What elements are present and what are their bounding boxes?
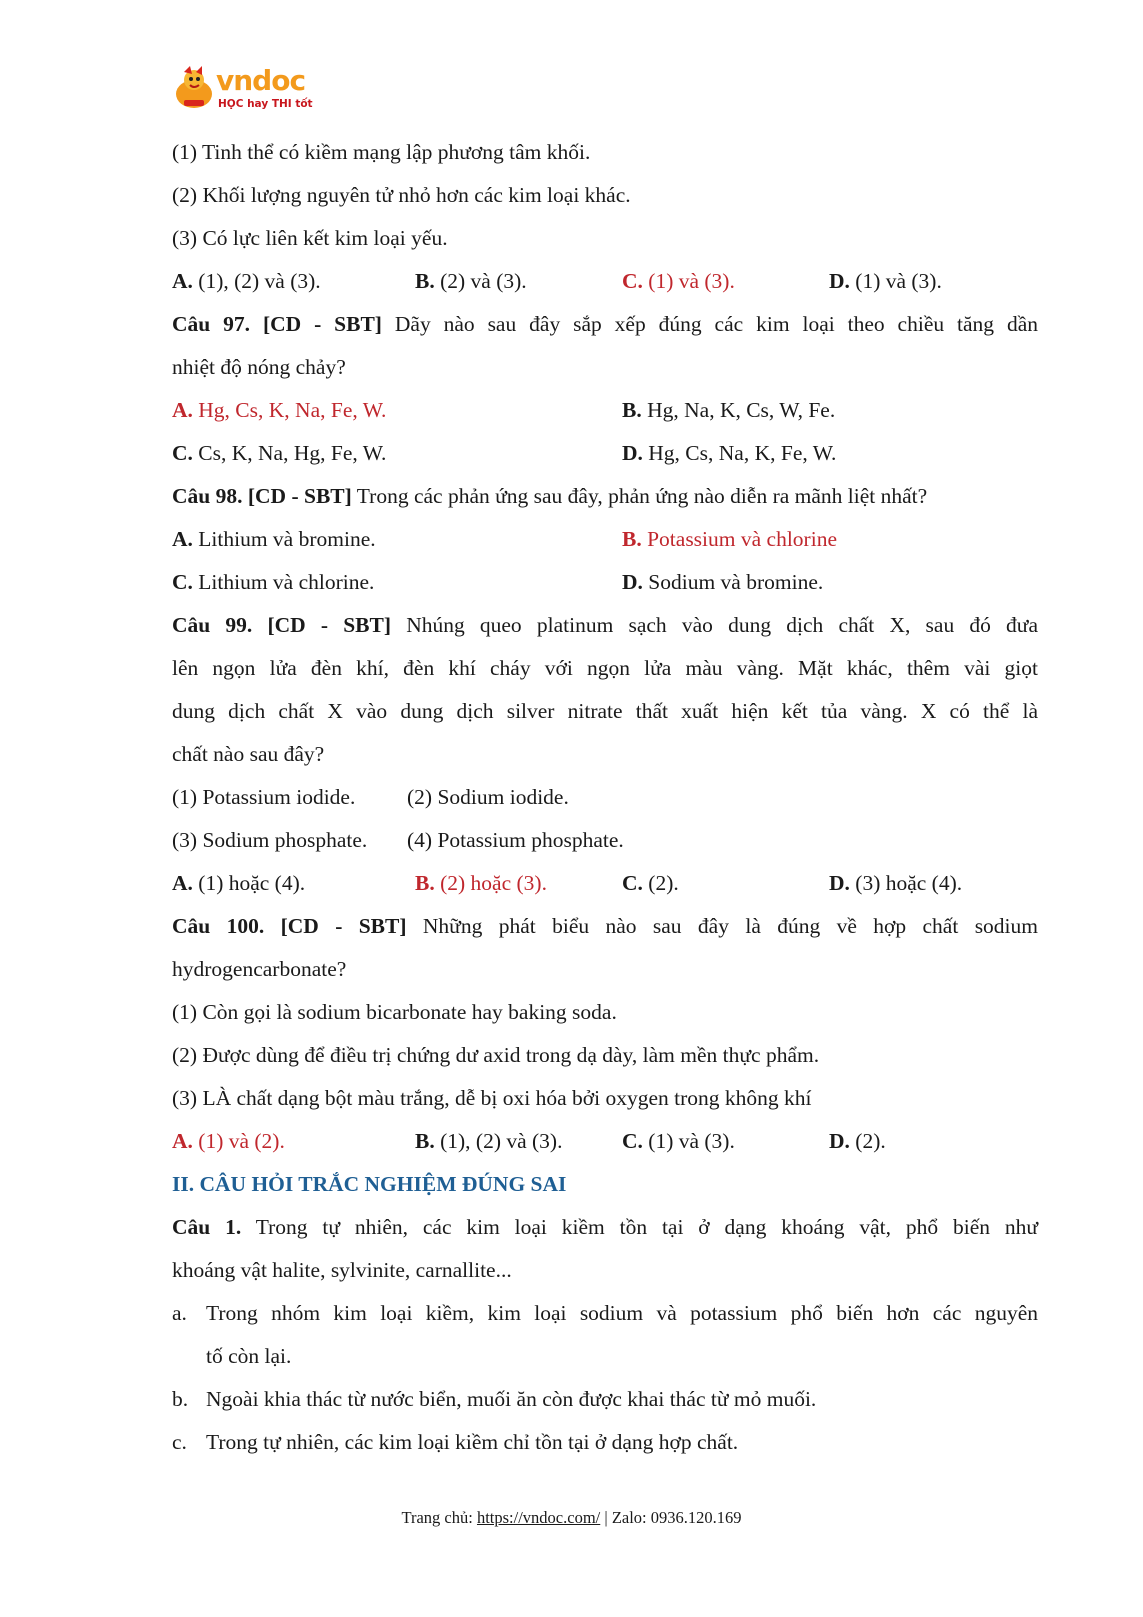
q100-option-d: D. (2). <box>829 1129 886 1153</box>
section-heading: II. CÂU HỎI TRẮC NGHIỆM ĐÚNG SAI <box>172 1172 567 1196</box>
q96-option-b: B. (2) và (3). <box>415 269 527 293</box>
tf-statement-c: c. Trong tự nhiên, các kim loại kiềm chỉ tồn tại ở dạng hợp chất. <box>172 1430 739 1454</box>
q100-item: (3) LÀ chất dạng bột màu trắng, dễ bị oxi hóa bởi oxygen trong không khí <box>172 1086 812 1110</box>
q100-label: Câu 100. [CD - SBT] <box>172 914 407 938</box>
q97-option-a-correct: A. Hg, Cs, K, Na, Fe, W. <box>172 398 387 422</box>
q98-option-c: C. Lithium và chlorine. <box>172 570 375 594</box>
q97-stem: Câu 97. [CD - SBT] Dãy nào sau đây sắp xếp đúng các kim loại theo chiều tăng dần <box>172 312 1039 336</box>
q99-option-c: C. (2). <box>622 871 679 895</box>
q99-items-row <box>172 819 1038 862</box>
q98-options-row <box>172 518 1038 561</box>
q100-options-row <box>172 1120 1038 1163</box>
logo-tagline: HỌC hay THI tốt <box>218 98 313 110</box>
q99-stem-cont: lên ngọn lửa đèn khí, đèn khí cháy với ngọn lửa màu vàng. Mặt khác, thêm vài giọt <box>172 656 1038 680</box>
intro-item: (3) Có lực liên kết kim loại yếu. <box>172 226 448 250</box>
q99-stem: Câu 99. [CD - SBT] Nhúng queo platinum sạch vào dung dịch chất X, sau đó đưa <box>172 613 1038 637</box>
q99-item: (2) Sodium iodide. <box>407 785 569 809</box>
q99-stem-cont: dung dịch chất X vào dung dịch silver nitrate thất xuất hiện kết tủa vàng. X có thể là <box>172 699 1038 723</box>
q99-label: Câu 99. [CD - SBT] <box>172 613 391 637</box>
intro-item: (2) Khối lượng nguyên tử nhỏ hơn các kim loại khác. <box>172 183 631 207</box>
q98-option-a: A. Lithium và bromine. <box>172 527 376 551</box>
q97-stem-cont: nhiệt độ nóng chảy? <box>172 355 346 379</box>
q100-stem-cont: hydrogencarbonate? <box>172 957 347 981</box>
q96-options-row <box>172 260 1038 303</box>
page-footer: Trang chủ: https://vndoc.com/ | Zalo: 0936.120.169 <box>401 1508 742 1527</box>
intro-item: (1) Tinh thể có kiềm mạng lập phương tâm khối. <box>172 140 591 164</box>
homepage-link[interactable]: https://vndoc.com/ <box>476 1508 601 1527</box>
q97-option-d: D. Hg, Cs, Na, K, Fe, W. <box>622 441 837 465</box>
q96-option-c-correct: C. (1) và (3). <box>622 269 735 293</box>
q97-label: Câu 97. [CD - SBT] <box>172 312 382 336</box>
q96-option-d: D. (1) và (3). <box>829 269 942 293</box>
q99-option-b-correct: B. (2) hoặc (3). <box>415 871 547 895</box>
q97-option-c: C. Cs, K, Na, Hg, Fe, W. <box>172 441 387 465</box>
mascot-icon <box>170 66 218 112</box>
q99-items-row <box>172 776 1038 819</box>
tf-statement-a-cont: tố còn lại. <box>206 1344 292 1368</box>
vndoc-logo[interactable] <box>170 66 320 116</box>
q99-item: (1) Potassium iodide. <box>172 785 356 809</box>
q99-item: (4) Potassium phosphate. <box>407 828 624 852</box>
q100-item: (1) Còn gọi là sodium bicarbonate hay baking soda. <box>172 1000 617 1024</box>
q99-option-a: A. (1) hoặc (4). <box>172 871 306 895</box>
q99-stem-cont: chất nào sau đây? <box>172 742 325 766</box>
q100-option-b: B. (1), (2) và (3). <box>415 1129 563 1153</box>
q98-option-d: D. Sodium và bromine. <box>622 570 824 594</box>
q97-options-row <box>172 432 1038 475</box>
q100-option-c: C. (1) và (3). <box>622 1129 735 1153</box>
q100-item: (2) Được dùng để điều trị chứng dư axid trong dạ dày, làm mền thực phẩm. <box>172 1043 820 1067</box>
q98-label: Câu 98. [CD - SBT] <box>172 484 352 508</box>
q99-item: (3) Sodium phosphate. <box>172 828 368 852</box>
document-body <box>172 131 1038 1464</box>
q100-option-a-correct: A. (1) và (2). <box>172 1129 285 1153</box>
tf-statement-a: a. Trong nhóm kim loại kiềm, kim loại sodium và potassium phổ biến hơn các nguyên <box>172 1301 1038 1325</box>
q99-options-row <box>172 862 1038 905</box>
tf-q1-stem-cont: khoáng vật halite, sylvinite, carnallite... <box>172 1258 512 1282</box>
q98-stem: Câu 98. [CD - SBT] Trong các phản ứng sau đây, phản ứng nào diễn ra mãnh liệt nhất? <box>172 484 928 508</box>
logo-brand-text: vndoc <box>216 64 306 97</box>
tf-statement-b: b. Ngoài khia thác từ nước biển, muối ăn còn được khai thác từ mỏ muối. <box>172 1387 817 1411</box>
tf-q1-stem: Câu 1. Trong tự nhiên, các kim loại kiềm tồn tại ở dạng khoáng vật, phổ biến như <box>172 1215 1039 1239</box>
q98-options-row <box>172 561 1038 604</box>
q98-option-b-correct: B. Potassium và chlorine <box>622 527 837 551</box>
q100-stem: Câu 100. [CD - SBT] Những phát biểu nào sau đây là đúng về hợp chất sodium <box>172 914 1039 938</box>
q96-option-a: A. (1), (2) và (3). <box>172 269 321 293</box>
q99-option-d: D. (3) hoặc (4). <box>829 871 963 895</box>
tf-q1-label: Câu 1. <box>172 1215 242 1239</box>
q97-option-b: B. Hg, Na, K, Cs, W, Fe. <box>622 398 836 422</box>
q97-options-row <box>172 389 1038 432</box>
